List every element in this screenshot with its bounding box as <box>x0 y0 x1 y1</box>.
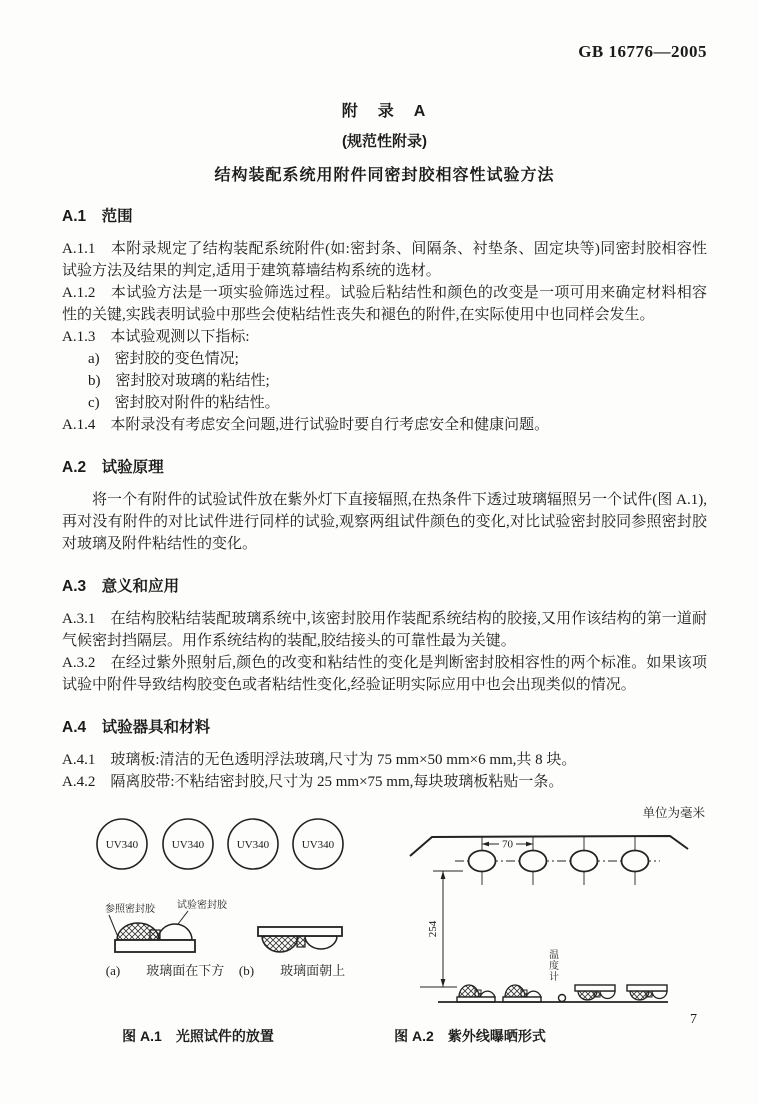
uv-lamp <box>622 851 649 872</box>
section-a2-heading: A.2 试验原理 <box>62 459 164 476</box>
leader-line <box>109 915 118 937</box>
uv-lamp <box>571 851 598 872</box>
specimen-glass-down <box>503 985 541 1002</box>
subfig-a-label: (a) 玻璃面在下方 <box>105 963 225 978</box>
section-a1-heading: A.1 范围 <box>62 208 133 225</box>
figure-a2-caption: 图 A.2 紫外线曝晒形式 <box>394 1028 546 1044</box>
section-a3-heading: A.3 意义和应用 <box>62 578 180 595</box>
observation-list <box>62 348 707 414</box>
list-item-b: b) 密封胶对玻璃的粘结性; <box>88 373 270 389</box>
para-a4-2: A.4.2 隔离胶带:不粘结密封胶,尺寸为 25 mm×75 mm,每块玻璃板粘贴一条。 <box>62 774 564 790</box>
standard-number: GB 16776—2005 <box>578 42 707 61</box>
appendix-title-block <box>62 98 707 185</box>
thermometer-label-char: 计 <box>549 972 559 983</box>
figure-a2-diagram <box>405 799 705 1009</box>
test-sealant-label: 试验密封胶 <box>177 900 227 911</box>
spacer-block <box>297 936 305 947</box>
para-a2-principle: 将一个有附件的试验试件放在紫外灯下直接辐照,在热条件下透过玻璃辐照另一个试件(图 A.1),再对没有附件的对比试件进行同样的试验,观察两组试件颜色的变化,对比试验密封胶同参照密封胶对玻璃及附件粘结性的变化。 <box>62 492 707 552</box>
appendix-normative-note: (规范性附录) <box>342 133 427 150</box>
appendix-name: 结构装配系统用附件同密封胶相容性试验方法 <box>214 167 555 184</box>
section-a4-heading: A.4 试验器具和材料 <box>62 719 211 736</box>
uv-lamp-row <box>97 819 343 869</box>
units-note: 单位为毫米 <box>642 806 705 820</box>
dim-254-label: 254 <box>427 920 439 938</box>
para-a1-4: A.1.4 本附录没有考虑安全问题,进行试验时要自行考虑安全和健康问题。 <box>62 417 550 433</box>
specimen-glass-up <box>627 985 667 1000</box>
height-dimension <box>420 871 463 987</box>
thermometer-label-char: 温 <box>549 950 559 961</box>
glass-plate <box>258 927 342 936</box>
page-number: 7 <box>690 1012 697 1027</box>
glass-plate <box>115 940 195 952</box>
specimen-glass-up <box>575 985 615 1000</box>
para-a3-2: A.3.2 在经过紫外照射后,颜色的改变和粘结性的变化是判断密封胶相容性的两个标准。如果该项试验中附件导致结构胶变色或者粘结性变化,经验证明实际应用中也会出现类似的情况。 <box>62 655 707 693</box>
reference-sealant-dome <box>262 936 298 952</box>
para-a4-1: A.4.1 玻璃板:清洁的无色透明浮法玻璃,尺寸为 75 mm×50 mm×6 mm,共 8 块。 <box>62 752 577 768</box>
lamp-spacing-dimension <box>482 838 533 851</box>
uv-lamp-label: UV340 <box>105 839 139 851</box>
test-sealant-dome <box>158 924 192 940</box>
uv-lamp <box>469 851 496 872</box>
list-item-a: a) 密封胶的变色情况; <box>88 351 239 367</box>
para-a1-2: A.1.2 本试验方法是一项实验筛选过程。试验后粘结性和颜色的改变是一项可用来确定材料相容性的关键,实践表明试验中那些会使粘结性丧失和褪色的附件,在实际使用中也同样会发生。 <box>62 285 707 323</box>
sample-b-glass-up <box>239 927 345 978</box>
para-a1-1: A.1.1 本附录规定了结构装配系统附件(如:密封条、间隔条、衬垫条、固定块等)同密封胶相容性试验方法及结果的判定,适用于建筑幕墙结构系统的选材。 <box>62 241 707 279</box>
uv-lamp <box>520 851 547 872</box>
lamp-hood <box>410 836 688 856</box>
figure-a1-diagram <box>78 817 368 987</box>
figure-a1-caption: 图 A.1 光照试件的放置 <box>122 1028 274 1044</box>
thermometer-bulb <box>559 995 566 1002</box>
uv-lamp-label: UV340 <box>301 839 335 851</box>
reference-sealant-label: 参照密封胶 <box>105 904 155 915</box>
uv-lamp-label: UV340 <box>236 839 270 851</box>
specimen-glass-down <box>457 985 495 1002</box>
thermometer <box>549 949 566 1002</box>
appendix-label: 附 录 A <box>341 103 428 120</box>
dim-70-label: 70 <box>502 838 513 851</box>
test-sealant-dome <box>305 936 337 949</box>
figures-row <box>0 821 759 1073</box>
sample-a-glass-down <box>105 898 228 978</box>
para-a3-1: A.3.1 在结构胶粘结装配玻璃系统中,该密封胶用作装配系统结构的胶接,又用作该结构的第一道耐气候密封挡隔层。用作系统结构的装配,胶结接头的可靠性最为关键。 <box>62 611 707 649</box>
para-a1-3: A.1.3 本试验观测以下指标: <box>62 329 250 345</box>
uv-lamp-label: UV340 <box>171 839 205 851</box>
thermometer-label-char: 度 <box>549 961 559 972</box>
list-item-c: c) 密封胶对附件的粘结性。 <box>88 395 280 411</box>
spacer-block <box>150 930 160 940</box>
subfig-b-label: (b) 玻璃面朝上 <box>238 963 346 978</box>
